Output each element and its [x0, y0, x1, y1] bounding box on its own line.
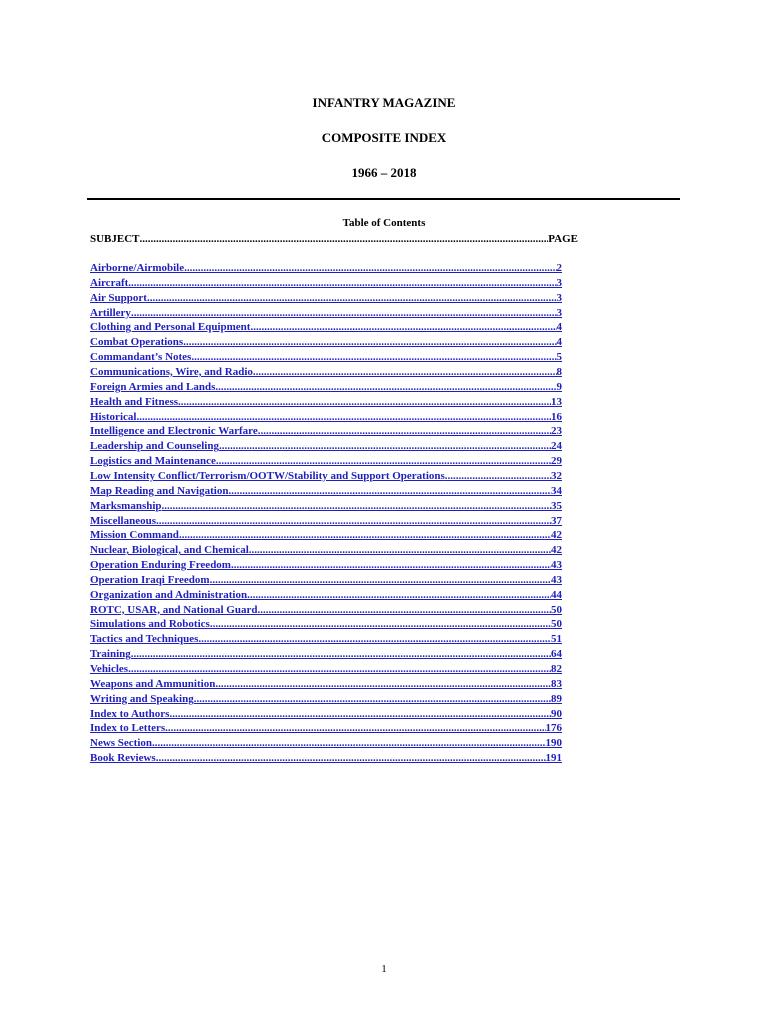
toc-entry-page: 191	[545, 752, 562, 764]
toc-entry-page: 23	[551, 425, 562, 438]
toc-entry-page: 32	[551, 469, 562, 482]
toc-entry-label: Combat Operations	[90, 336, 184, 349]
toc-entry-label: Clothing and Personal Equipment	[90, 321, 251, 334]
toc-entry-page: 90	[551, 707, 562, 720]
toc-entry-page: 29	[551, 455, 562, 467]
toc-entry-label: Leadership and Counseling	[90, 440, 219, 453]
toc-entry-page: 2	[556, 262, 562, 274]
toc-entry-page: 190	[545, 737, 562, 750]
toc-entry-link[interactable]	[90, 573, 562, 587]
dot-leader	[210, 617, 551, 631]
toc-entry-label: Miscellaneous	[90, 514, 156, 527]
toc-entry-label: Index to Letters	[90, 722, 166, 735]
toc-entry-page: 3	[556, 291, 562, 304]
toc-entry-label: ROTC, USAR, and National Guard	[90, 603, 258, 616]
dot-leader	[247, 588, 551, 602]
toc-entry-page: 82	[551, 663, 562, 675]
toc-entry-page: 4	[556, 336, 562, 349]
toc-entry-link[interactable]	[90, 365, 562, 379]
toc-entry-page: 64	[551, 648, 562, 661]
toc-entry-label: Air Support	[90, 291, 147, 304]
toc-entry-label: Health and Fitness	[90, 395, 179, 408]
toc-entry-page: 50	[551, 618, 562, 631]
toc-entry-link[interactable]	[90, 514, 562, 528]
subject-column-label: SUBJECT	[90, 233, 140, 245]
toc-entry-link[interactable]	[90, 751, 562, 765]
toc-entry-label: Book Reviews	[90, 752, 156, 764]
document-title: INFANTRY MAGAZINE	[312, 95, 456, 110]
toc-entry-label: Historical	[90, 410, 137, 423]
toc-entry-page: 43	[551, 559, 562, 571]
toc-entry-link[interactable]	[90, 558, 562, 572]
page-column-label: PAGE	[548, 233, 578, 245]
dot-leader	[210, 573, 551, 587]
dot-leader	[179, 528, 551, 542]
dot-leader	[169, 707, 551, 721]
dot-leader	[183, 335, 556, 349]
toc-entry-link[interactable]	[90, 677, 562, 691]
horizontal-divider	[87, 198, 680, 200]
toc-entry-label: Communications, Wire, and Radio	[90, 365, 253, 378]
dot-leader	[156, 514, 551, 528]
toc-entry-page: 42	[551, 544, 562, 557]
toc-entry-page: 3	[556, 306, 562, 319]
dot-leader	[219, 439, 551, 453]
toc-entry-page: 42	[551, 529, 562, 542]
dot-leader	[231, 558, 551, 572]
dot-leader	[194, 692, 551, 706]
toc-entry-label: Writing and Speaking	[90, 692, 194, 705]
toc-entry-link[interactable]	[90, 469, 562, 483]
toc-entry-link[interactable]	[90, 291, 562, 305]
toc-entry-page: 50	[551, 603, 562, 616]
toc-entry-link[interactable]	[90, 276, 562, 290]
toc-entry-page: 8	[556, 365, 562, 378]
toc-entry-link[interactable]	[90, 395, 562, 409]
toc-entry-link[interactable]	[90, 439, 562, 453]
toc-entry-link[interactable]	[90, 320, 562, 334]
dot-leader	[228, 484, 551, 498]
dot-leader	[258, 424, 551, 438]
toc-entry-page: 24	[551, 440, 562, 453]
dot-leader	[131, 306, 557, 320]
toc-entry-link[interactable]	[90, 603, 562, 617]
toc-entry-link[interactable]	[90, 707, 562, 721]
dot-leader	[136, 410, 551, 424]
toc-entry-link[interactable]	[90, 410, 562, 424]
toc-entry-label: Map Reading and Navigation	[90, 484, 229, 497]
toc-entry-link[interactable]	[90, 736, 562, 750]
toc-entry-page: 4	[556, 321, 562, 334]
toc-entry-label: Marksmanship	[90, 499, 162, 512]
toc-entry-link[interactable]	[90, 424, 562, 438]
toc-entry-link[interactable]	[90, 484, 562, 498]
toc-entry-page: 83	[551, 677, 562, 690]
toc-entry-label: Low Intensity Conflict/Terrorism/OOTW/Stability and Support Operations	[90, 469, 445, 482]
toc-entry-label: Organization and Administration	[90, 588, 248, 601]
toc-entry-page: 89	[551, 692, 562, 705]
toc-entry-label: News Section	[90, 737, 153, 750]
toc-entry-page: 9	[556, 380, 562, 393]
toc-entry-label: Index to Authors	[90, 707, 170, 720]
toc-entry-page: 44	[551, 588, 562, 601]
document-years: 1966 – 2018	[351, 165, 417, 180]
dot-leader	[162, 499, 551, 513]
dot-leader	[178, 395, 551, 409]
dot-leader	[198, 632, 551, 646]
toc-entry-page: 37	[551, 514, 562, 527]
dot-leader	[216, 454, 551, 468]
toc-entry-label: Operation Enduring Freedom	[90, 559, 231, 571]
dot-leader	[250, 320, 556, 334]
dot-leader	[128, 662, 551, 676]
toc-entry-link[interactable]	[90, 380, 562, 394]
dot-leader	[165, 721, 545, 735]
toc-entry-link[interactable]	[90, 662, 562, 676]
toc-entry-page: 16	[551, 410, 562, 423]
toc-entry-page: 3	[556, 276, 562, 289]
toc-entry-label: Artillery	[90, 306, 131, 319]
toc-entry-link[interactable]	[90, 350, 562, 364]
toc-entry-label: Vehicles	[90, 663, 129, 675]
toc-column-header	[90, 232, 578, 246]
toc-entry-link[interactable]	[90, 721, 562, 735]
toc-entry-link[interactable]	[90, 617, 562, 631]
dot-leader	[152, 736, 545, 750]
dot-leader	[191, 350, 556, 364]
toc-entry-label: Intelligence and Electronic Warfare	[90, 425, 258, 438]
toc-entry-page: 51	[551, 633, 562, 646]
toc-entry-page: 35	[551, 499, 562, 512]
toc-entry-label: Commandant’s Notes	[90, 351, 192, 364]
dot-leader	[445, 469, 551, 483]
document-subtitle: COMPOSITE INDEX	[321, 130, 447, 145]
toc-entry-link[interactable]	[90, 335, 562, 349]
toc-entry-link[interactable]	[90, 528, 562, 542]
toc-entry-label: Training	[90, 648, 131, 661]
dot-leader	[147, 291, 557, 305]
dot-leader	[140, 232, 549, 246]
toc-entry-label: Simulations and Robotics	[90, 618, 210, 631]
dot-leader	[128, 276, 556, 290]
dot-leader	[215, 380, 556, 394]
toc-entry-label: Airborne/Airmobile	[90, 262, 185, 274]
toc-entry-label: Tactics and Techniques	[90, 633, 199, 646]
toc-entry-label: Weapons and Ammunition	[90, 677, 216, 690]
toc-heading: Table of Contents	[342, 217, 426, 229]
toc-entry-link[interactable]	[90, 647, 562, 661]
dot-leader	[184, 261, 556, 275]
toc-entry-link[interactable]	[90, 588, 562, 602]
toc-entry-label: Operation Iraqi Freedom	[90, 573, 210, 586]
toc-entry-link[interactable]	[90, 499, 562, 513]
dot-leader	[257, 603, 551, 617]
toc-entry-link[interactable]	[90, 692, 562, 706]
toc-entry-page: 13	[551, 395, 562, 408]
page-number: 1	[381, 963, 387, 975]
toc-entry-link[interactable]	[90, 306, 562, 320]
toc-entry-page: 5	[556, 351, 562, 364]
dot-leader	[253, 365, 557, 379]
toc-entry-page: 176	[545, 722, 562, 735]
toc-entry-link[interactable]	[90, 261, 562, 275]
toc-entry-label: Logistics and Maintenance	[90, 455, 216, 467]
toc-entry-link[interactable]	[90, 632, 562, 646]
toc-entry-link[interactable]	[90, 543, 562, 557]
toc-entry-page: 34	[551, 484, 562, 497]
toc-entry-link[interactable]	[90, 454, 562, 468]
dot-leader	[131, 647, 551, 661]
toc-entry-page: 43	[551, 573, 562, 586]
toc-entry-label: Nuclear, Biological, and Chemical	[90, 544, 249, 557]
toc-entry-label: Aircraft	[90, 276, 129, 289]
dot-leader	[215, 677, 551, 691]
toc-entry-label: Foreign Armies and Lands	[90, 380, 216, 393]
dot-leader	[249, 543, 551, 557]
dot-leader	[156, 751, 546, 765]
toc-entry-label: Mission Command	[90, 529, 179, 542]
